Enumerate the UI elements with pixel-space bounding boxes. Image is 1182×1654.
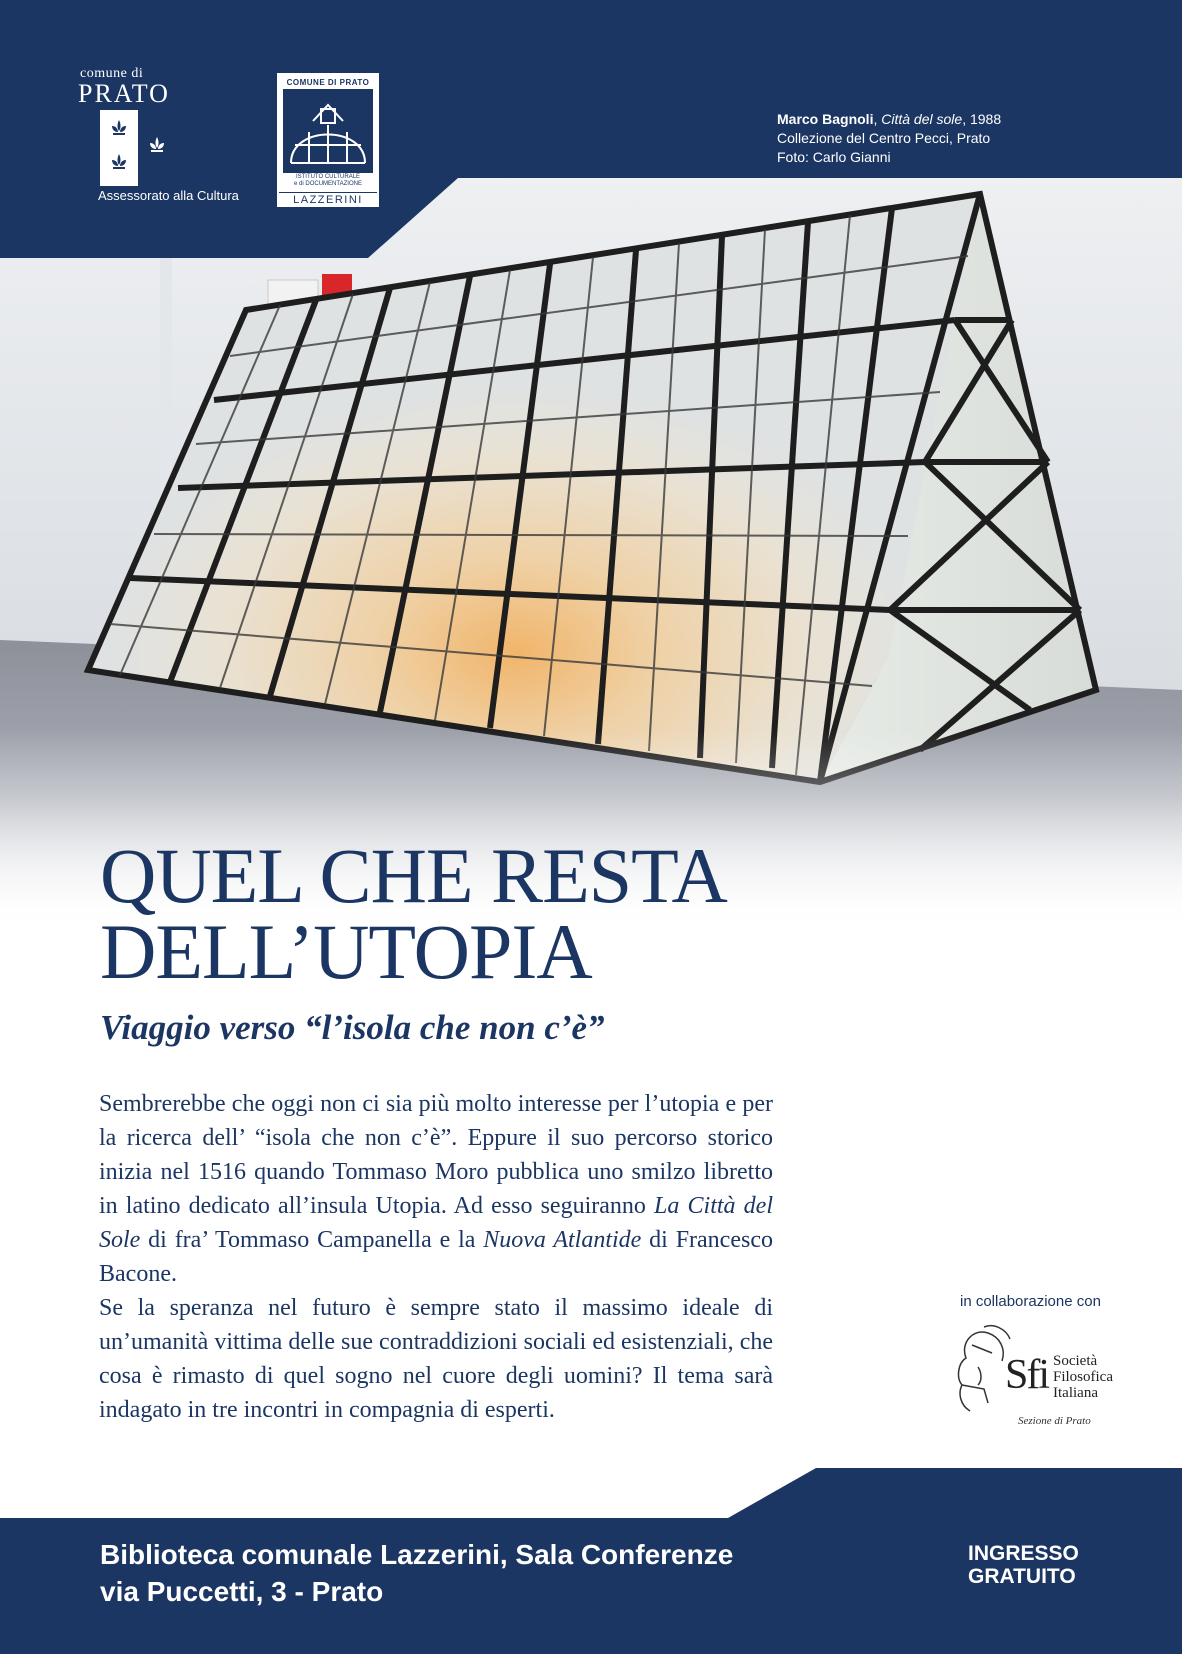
lazzerini-logo-middle-line2: e di DOCUMENTAZIONE	[294, 181, 362, 187]
lazzerini-logo	[277, 73, 379, 207]
title-line1: QUEL CHE RESTA	[100, 832, 727, 919]
subtitle: Viaggio verso “l’isola che non c’è”	[100, 1008, 605, 1047]
lazzerini-logo-top-text: COMUNE DI PRATO	[286, 78, 370, 87]
lily-shield-icon	[100, 110, 176, 186]
sfi-mark: Sfi	[1005, 1352, 1049, 1398]
body-p1-title-citta-del-sole: La Città del Sole	[99, 1193, 773, 1253]
free-entry	[968, 1542, 1079, 1588]
sfi-name	[1053, 1353, 1113, 1401]
free-entry-line1: INGRESSO	[968, 1542, 1079, 1565]
sfi-section: Sezione di Prato	[1018, 1415, 1091, 1427]
credits-artist: Marco Bagnoli	[777, 111, 874, 127]
body-p1-part-b: di fra’ Tommaso Campanella e la	[140, 1227, 484, 1253]
logo-prato-big-text: PRATO	[78, 79, 170, 108]
body-p1-part-c: di Francesco Bacone.	[99, 1227, 773, 1287]
venue-line1: Biblioteca comunale Lazzerini, Sala Conferenze	[100, 1539, 734, 1570]
credits-separator: ,	[873, 111, 882, 127]
lazzerini-logo-middle-text	[279, 174, 377, 188]
sfi-name-line3: Italiana	[1053, 1385, 1098, 1401]
credits-year: , 1988	[962, 111, 1002, 127]
body-paragraph-2: Se la speranza nel futuro è sempre stato il massimo ideale di un’umanità vittima delle sue contraddizioni sociali ed esistenziali, che cosa è rimasto di quel sogno nel cuore degli uomini? Il tema sarà indagato in tre incontri in compagnia di esperti.	[99, 1295, 773, 1423]
collaboration-label: in collaborazione con	[960, 1293, 1101, 1310]
sfi-name-line2: Filosofica	[1053, 1369, 1113, 1385]
venue-line2: via Puccetti, 3 - Prato	[100, 1576, 384, 1607]
sfi-name-line1: Società	[1053, 1353, 1098, 1369]
credits-line2: Collezione del Centro Pecci, Prato	[777, 130, 991, 146]
body-p1-title-nuova-atlantide: Nuova Atlantide	[483, 1227, 642, 1253]
title-line2: DELL’UTOPIA	[100, 908, 592, 995]
header-band	[0, 0, 1182, 260]
credits-work: Città del sole	[881, 111, 963, 127]
artwork-photo	[0, 170, 1182, 930]
comune-di-prato-logo	[78, 66, 258, 203]
main-title	[100, 832, 820, 995]
credits-line1	[777, 110, 1001, 129]
credits-line3: Foto: Carlo Gianni	[777, 149, 891, 165]
body-text	[99, 1087, 773, 1427]
photo-credits	[777, 110, 1001, 167]
lazzerini-logo-middle-line1: ISTITUTO CULTURALE	[295, 174, 361, 180]
assessorato-caption: Assessorato alla Cultura	[98, 188, 239, 203]
venue-info	[100, 1536, 733, 1610]
sfi-logo	[948, 1323, 1148, 1438]
logo-prato-small-text: comune di	[80, 66, 144, 81]
body-p1-part-a: Sembrerebbe che oggi non ci sia più molto interesse per l’utopia e per la ricerca dell’ “isola che non c’è”. Eppure il suo percorso storico inizia nel 1516 quando Tommaso Moro pubblica uno smilzo libretto in latino dedicato all’insula Utopia. Ad esso seguiranno	[99, 1091, 773, 1219]
lazzerini-logo-bottom-text: LAZZERINI	[279, 192, 377, 206]
body-paragraph-1	[99, 1087, 773, 1291]
dome-emblem-icon	[283, 89, 373, 173]
free-entry-line2: GRATUITO	[968, 1565, 1076, 1588]
